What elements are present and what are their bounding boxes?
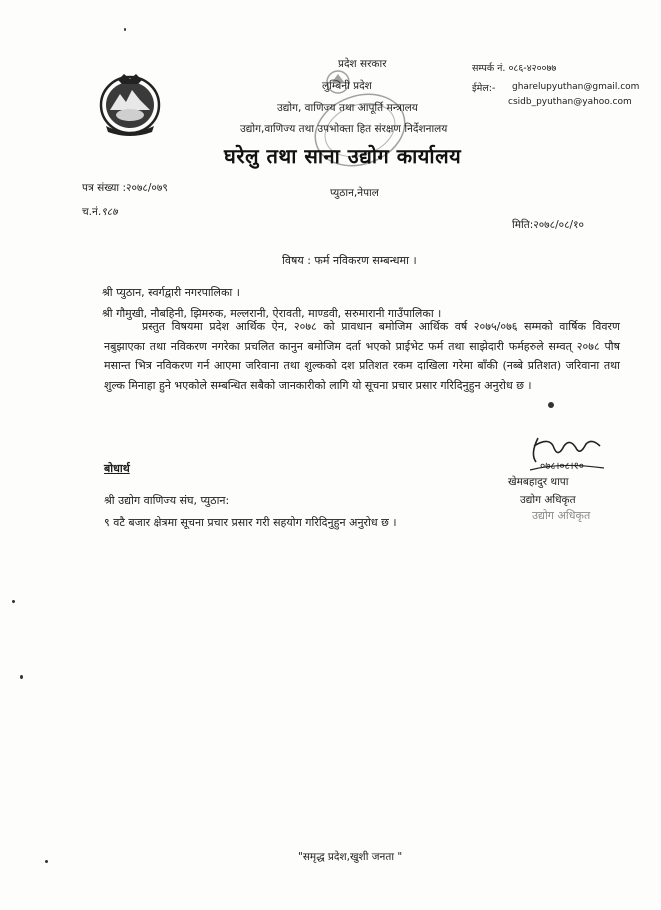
letter-subject: विषय : फर्म नविकरण सम्बन्धमा । [282,254,417,267]
recipient-line-1: श्री प्युठान, स्वर्गद्वारी नगरपालिका । [102,286,240,299]
email-gmail: gharelupyuthan@gmail.com [512,82,640,92]
footer-slogan: "समृद्ध प्रदेश,खुशी जनता " [298,851,403,863]
bodhartha-heading: बोधार्थ [104,462,130,475]
nepal-emblem-icon [98,70,162,136]
scan-speck [45,860,48,863]
signatory-designation: उद्योग अधिकृत [520,494,576,506]
header-line-3: उद्योग, वाणिज्य तथा आपूर्ति मन्त्रालय [277,102,418,114]
name-stamp-designation: उद्योग अधिकृत [532,509,591,522]
scan-speck [124,28,126,31]
header-line-1: प्रदेश सरकार [338,58,387,70]
email-label: ईमेल:- [472,83,496,94]
bodhartha-line-2: ९ वटै बजार क्षेत्रमा सूचना प्रचार प्रसार गरी सहयोग गरिदिनुहुन अनुरोध छ । [104,516,397,529]
letter-date: मिति:२०७८/०८/१० [512,219,584,231]
bodhartha-line-1: श्री उद्योग वाणिज्य संघ, प्युठान: [104,494,230,507]
phone-number: सम्पर्क नं. ०८६-४२००७७ [472,63,557,74]
patra-sankhya: पत्र संख्या :२०७८/०७९ [82,182,168,194]
scan-speck [20,675,23,679]
recipient-line-2: श्री गौमुखी, नौबहिनी, झिमरुक, मल्लरानी, ऐरावती, माण्डवी, सरुमारानी गाउँपालिका । [102,307,442,320]
chalani-handwritten: ९८७ [101,206,118,218]
signatory-name: खेमबहादुर थापा [508,476,569,488]
office-location: प्युठान,नेपाल [330,187,379,199]
header-line-4: उद्योग,वाणिज्य तथा उपभोक्ता हित संरक्षण निर्देशनालय [240,123,448,135]
signature-date: ०७८।०८।१० [540,461,584,472]
scan-speck [12,600,15,603]
chalani-number [82,205,118,219]
chalani-label: च.नं. [82,206,102,218]
email-yahoo: csidb_pyuthan@yahoo.com [508,97,632,107]
office-title: घरेलु तथा साना उद्योग कार्यालय [224,144,462,168]
scan-speck [548,402,554,408]
body-paragraph: प्रस्तुत विषयमा प्रदेश आर्थिक ऐन, २०७८ को प्रावधान बमोजिम आर्थिक वर्ष २०७५/०७६ सम्मको वार्षिक विवरण नबुझाएका तथा नविकरण नगरेका प्रचलित कानुन बमोजिम दर्ता भएको प्राईभेट फर्म तथा साझेदारी फर्महरुले सम्वत् २०७८ पौष मसान्त भित्र नविकरण गर्न आएमा जरिवाना तथा शुल्कको दश प्रतिशत रकम दाखिला गरेमा बाँकी (नब्बे प्रतिशत) जरिवाना तथा शुल्क मिनाहा हुने भएकोले सम्बन्धित सबैको जानकारीको लागि यो सूचना प्रचार प्रसार गरिदिनुहुन अनुरोध छ । [104,320,620,392]
header-line-2: लुम्बिनी प्रदेश [322,80,372,92]
